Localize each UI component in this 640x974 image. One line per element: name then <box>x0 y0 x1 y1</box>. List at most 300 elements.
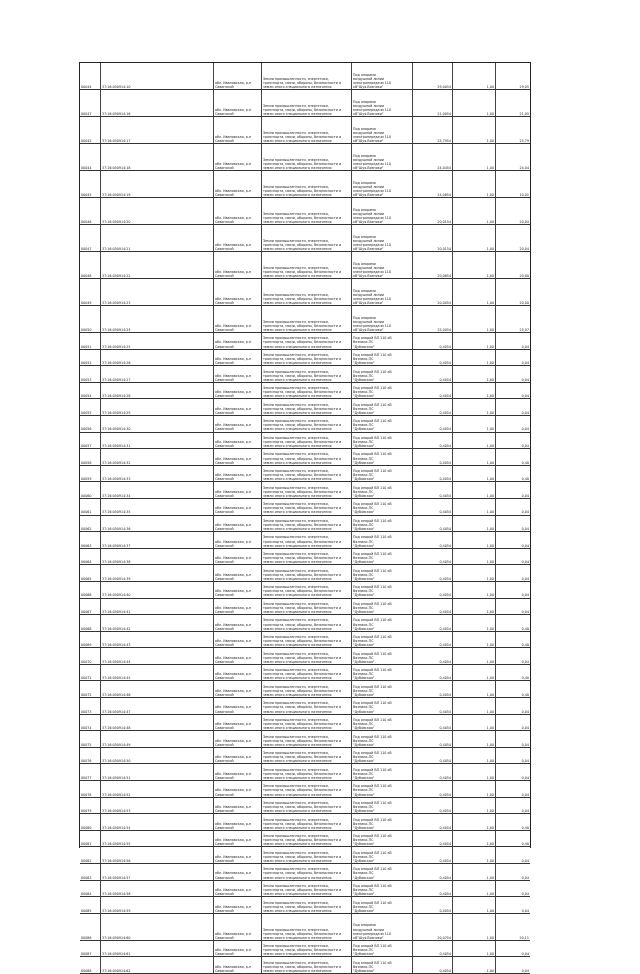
row-number-cell <box>80 731 101 747</box>
location-cell-text: обл. Ивановская, р-н Савинский <box>215 423 252 432</box>
permitted-use-cell <box>352 399 413 415</box>
area-cell <box>413 582 453 598</box>
area-cell <box>413 764 453 780</box>
table-row <box>80 366 530 383</box>
total-cell <box>496 499 530 515</box>
cadastral-number-cell <box>101 957 214 973</box>
permitted-use-cell-text: Под опорой ВЛ 110 кВ Вязники-ПС "Дубовская" <box>353 469 392 482</box>
total-cell <box>496 350 530 366</box>
location-cell <box>214 781 262 797</box>
row-number-cell-text: 00065 <box>81 576 92 581</box>
permitted-use-cell <box>352 449 413 465</box>
permitted-use-cell-text: Под опорой ВЛ 110 кВ Вязники-ПС "Дубовская" <box>353 817 392 830</box>
coefficient-cell <box>453 681 496 697</box>
cadastral-number-cell-text: 37:16:050914:34 <box>102 493 131 498</box>
location-cell-text: обл. Ивановская, р-н Савинский <box>215 904 252 913</box>
land-category-cell-text: Земли промышленности, энергетики, транспорта, связи, обороны, безопасности и земли иного специального назначения <box>263 734 342 747</box>
cadastral-number-cell-text: 37:16:050914:47 <box>102 709 131 714</box>
table-row <box>80 449 530 466</box>
coefficient-cell-text: 1,00 <box>486 759 494 764</box>
coefficient-cell <box>453 632 496 648</box>
location-cell <box>214 549 262 565</box>
total-cell <box>496 881 530 897</box>
row-number-cell <box>80 881 101 897</box>
cadastral-number-cell <box>101 831 214 847</box>
location-cell <box>214 306 262 332</box>
total-cell-text: 0,40 <box>521 460 529 465</box>
row-number-cell <box>80 532 101 548</box>
permitted-use-cell <box>352 482 413 498</box>
cadastral-number-cell <box>101 565 214 581</box>
cadastral-number-cell <box>101 117 214 143</box>
land-category-cell <box>262 549 352 565</box>
permitted-use-cell-text: Под опорами воздушной линии электропередачи 110 кВ"Шуя-Вязники" <box>353 261 392 278</box>
location-cell-text: обл. Ивановская, р-н Савинский <box>215 188 252 197</box>
area-cell <box>413 333 453 349</box>
cadastral-number-cell-text: 37:16:050914:20 <box>102 219 131 224</box>
permitted-use-cell <box>352 306 413 332</box>
row-number-cell-text: 00048 <box>81 273 92 278</box>
total-cell <box>496 279 530 305</box>
land-category-cell <box>262 433 352 449</box>
land-category-cell-text: Земли промышленности, энергетики, транспорта, связи, обороны, безопасности и земли иного специального назначения <box>263 76 342 89</box>
permitted-use-cell <box>352 350 413 366</box>
table-row <box>80 252 530 279</box>
permitted-use-cell-text: Под опорами воздушной линии электропередачи 110 кВ"Шуя-Вязники" <box>353 99 392 116</box>
coefficient-cell <box>453 831 496 847</box>
table-row <box>80 599 530 616</box>
coefficient-cell <box>453 399 496 415</box>
location-cell-text: обл. Ивановская, р-н Савинский <box>215 722 252 731</box>
coefficient-cell-text: 1,00 <box>486 84 494 89</box>
table-row <box>80 350 530 367</box>
location-cell <box>214 957 262 973</box>
permitted-use-cell-text: Под опорой ВЛ 110 кВ Вязники-ПС "Дубовская" <box>353 960 392 973</box>
coefficient-cell-text: 1,00 <box>486 300 494 305</box>
land-category-cell <box>262 333 352 349</box>
permitted-use-cell <box>352 632 413 648</box>
cadastral-number-cell <box>101 731 214 747</box>
coefficient-cell-text: 1,00 <box>486 493 494 498</box>
land-category-cell-text: Земли промышленности, энергетики, транспорта, связи, обороны, безопасности и земли иного специального назначения <box>263 601 342 614</box>
cadastral-number-cell <box>101 681 214 697</box>
location-cell <box>214 681 262 697</box>
cadastral-number-cell <box>101 482 214 498</box>
location-cell-text: обл. Ивановская, р-н Савинский <box>215 805 252 814</box>
total-cell <box>496 582 530 598</box>
land-category-cell-text: Земли промышленности, энергетики, транспорта, связи, обороны, безопасности и земли иного специального назначения <box>263 452 342 465</box>
cadastral-number-cell-text: 37:16:050914:51 <box>102 775 131 780</box>
cadastral-number-cell-text: 37:16:050914:35 <box>102 510 131 515</box>
land-category-cell <box>262 831 352 847</box>
cadastral-number-cell-text: 37:16:050914:16 <box>102 111 131 116</box>
land-category-cell <box>262 957 352 973</box>
total-cell <box>496 171 530 197</box>
total-cell <box>496 433 530 449</box>
location-cell-text: обл. Ивановская, р-н Савинский <box>215 323 252 332</box>
area-cell <box>413 549 453 565</box>
table-row <box>80 941 530 958</box>
table-row <box>80 615 530 632</box>
area-cell <box>413 252 453 278</box>
row-number-cell-text: 00061 <box>81 510 92 515</box>
total-cell <box>496 781 530 797</box>
land-category-cell <box>262 482 352 498</box>
total-cell <box>496 306 530 332</box>
row-number-cell-text: 00063 <box>81 543 92 548</box>
coefficient-cell <box>453 499 496 515</box>
table-row <box>80 482 530 499</box>
coefficient-cell-text: 1,00 <box>486 892 494 897</box>
cadastral-number-cell-text: 37:16:050914:36 <box>102 527 131 532</box>
permitted-use-cell-text: Под опорами воздушной линии электропередачи 110 кВ"Шуя-Вязники" <box>353 288 392 305</box>
location-cell-text: обл. Ивановская, р-н Савинский <box>215 738 252 747</box>
row-number-cell-text: 00059 <box>81 477 92 482</box>
table-row <box>80 399 530 416</box>
table-row <box>80 715 530 732</box>
cadastral-number-cell-text: 37:16:050914:22 <box>102 273 131 278</box>
land-category-cell-text: Земли промышленности, энергетики, транспорта, связи, обороны, безопасности и земли иного специального назначения <box>263 717 342 731</box>
area-cell-text: 20,0154 <box>437 219 451 224</box>
cadastral-number-cell-text: 37:16:050914:55 <box>102 842 131 847</box>
table-row <box>80 532 530 549</box>
row-number-cell <box>80 482 101 498</box>
row-number-cell <box>80 499 101 515</box>
permitted-use-cell <box>352 798 413 814</box>
area-cell <box>413 881 453 897</box>
total-cell <box>496 144 530 170</box>
table-row <box>80 881 530 898</box>
coefficient-cell <box>453 599 496 615</box>
land-category-cell-text: Земли промышленности, энергетики, транспорта, связи, обороны, безопасности и земли иного специального назначения <box>263 651 342 664</box>
coefficient-cell-text: 1,00 <box>486 111 494 116</box>
cadastral-number-cell <box>101 615 214 631</box>
area-cell-text: 20,0854 <box>437 273 451 278</box>
land-category-cell-text: Земли промышленности, энергетики, транспорта, связи, обороны, безопасности и земли иного специального назначения <box>263 751 342 764</box>
land-category-cell <box>262 731 352 747</box>
coefficient-cell-text: 1,00 <box>486 908 494 913</box>
row-number-cell-text: 00068 <box>81 626 92 631</box>
table-row <box>80 433 530 450</box>
permitted-use-cell-text: Под опорой ВЛ 110 кВ Вязники-ПС "Дубовская" <box>353 900 392 913</box>
total-cell-text: 0,04 <box>521 968 529 973</box>
row-number-cell <box>80 957 101 973</box>
total-cell <box>496 252 530 278</box>
row-number-cell <box>80 847 101 863</box>
row-number-cell-text: 00083 <box>81 875 92 880</box>
row-number-cell-text: 00077 <box>81 775 92 780</box>
area-cell <box>413 781 453 797</box>
total-cell-text: 0,04 <box>521 875 529 880</box>
permitted-use-cell <box>352 516 413 532</box>
location-cell <box>214 399 262 415</box>
cadastral-number-cell <box>101 225 214 251</box>
land-category-cell <box>262 144 352 170</box>
land-category-cell <box>262 198 352 224</box>
total-cell-text: 0,04 <box>521 908 529 913</box>
coefficient-cell-text: 1,00 <box>486 809 494 814</box>
area-cell <box>413 914 453 940</box>
permitted-use-cell <box>352 881 413 897</box>
total-cell-text: 0,40 <box>521 825 529 830</box>
permitted-use-cell-text: Под опорами воздушной линии электропередачи 110 кВ"Шуя-Вязники" <box>353 207 392 224</box>
area-cell <box>413 748 453 764</box>
row-number-cell-text: 00051 <box>81 344 92 349</box>
permitted-use-cell-text: Под опорой ВЛ 110 кВ Вязники-ПС "Дубовская" <box>353 386 392 399</box>
total-cell <box>496 731 530 747</box>
land-category-cell <box>262 814 352 830</box>
cadastral-number-cell <box>101 499 214 515</box>
land-category-cell <box>262 366 352 382</box>
location-cell <box>214 665 262 681</box>
row-number-cell <box>80 814 101 830</box>
coefficient-cell-text: 1,00 <box>486 935 494 940</box>
row-number-cell-text: 00069 <box>81 643 92 648</box>
total-cell-text: 0,04 <box>521 952 529 957</box>
area-cell-text: 0,4054 <box>439 493 451 498</box>
land-category-cell-text: Земли промышленности, энергетики, транспорта, связи, обороны, безопасности и земли иного специального назначения <box>263 867 342 880</box>
permitted-use-cell-text: Под опорой ВЛ 110 кВ Вязники-ПС "Дубовская" <box>353 402 392 415</box>
area-cell-text: 0,4054 <box>439 842 451 847</box>
coefficient-cell-text: 1,00 <box>486 626 494 631</box>
row-number-cell-text: 00084 <box>81 892 92 897</box>
table-row <box>80 516 530 533</box>
row-number-cell-text: 00044 <box>81 84 92 89</box>
total-cell-text: 20,04 <box>519 246 529 251</box>
area-cell-text: 0,4054 <box>439 460 451 465</box>
coefficient-cell-text: 1,00 <box>486 692 494 697</box>
permitted-use-cell-text: Под опорой ВЛ 110 кВ Вязники-ПС "Дубовская" <box>353 336 392 349</box>
area-cell <box>413 466 453 482</box>
location-cell-text: обл. Ивановская, р-н Савинский <box>215 589 252 598</box>
land-category-cell-text: Земли промышленности, энергетики, транспорта, связи, обороны, безопасности и земли иного специального назначения <box>263 386 342 399</box>
total-cell <box>496 532 530 548</box>
location-cell-text: обл. Ивановская, р-н Савинский <box>215 672 252 681</box>
land-category-cell-text: Земли промышленности, энергетики, транспорта, связи, обороны, безопасности и земли иного специального назначения <box>263 518 342 532</box>
cadastral-number-cell-text: 37:16:050914:41 <box>102 610 131 614</box>
location-cell <box>214 565 262 581</box>
location-cell-text: обл. Ивановская, р-н Савинский <box>215 456 252 465</box>
cadastral-number-cell-text: 37:16:050914:46 <box>102 692 131 697</box>
land-category-cell <box>262 941 352 957</box>
table-row <box>80 681 530 698</box>
row-number-cell-text: 00060 <box>81 493 92 498</box>
total-cell-text: 0,04 <box>521 593 529 598</box>
row-number-cell <box>80 798 101 814</box>
cadastral-number-cell <box>101 941 214 957</box>
land-category-cell <box>262 748 352 764</box>
coefficient-cell <box>453 516 496 532</box>
area-cell <box>413 350 453 366</box>
location-cell <box>214 416 262 432</box>
cadastral-number-cell-text: 37:16:050914:57 <box>102 875 131 880</box>
row-number-cell <box>80 366 101 382</box>
permitted-use-cell-text: Под опорой ВЛ 110 кВ Вязники-ПС "Дубовская" <box>353 701 392 714</box>
coefficient-cell-text: 1,00 <box>486 192 494 197</box>
coefficient-cell <box>453 565 496 581</box>
land-category-cell <box>262 63 352 89</box>
permitted-use-cell-text: Под опорой ВЛ 110 кВ Вязники-ПС "Дубовская" <box>353 352 392 366</box>
permitted-use-cell-text: Под опорами воздушной линии электропередачи 110 кВ"Шуя-Вязники" <box>353 234 392 251</box>
row-number-cell-text: 00086 <box>81 935 92 940</box>
cadastral-number-cell <box>101 881 214 897</box>
total-cell-text: 0,04 <box>521 759 529 764</box>
permitted-use-cell <box>352 615 413 631</box>
area-cell-text: 0,4054 <box>439 477 451 482</box>
location-cell <box>214 914 262 940</box>
land-category-cell-text: Земли промышленности, энергетики, транспорта, связи, обороны, безопасности и земли иного специального назначения <box>263 184 342 197</box>
permitted-use-cell <box>352 532 413 548</box>
cadastral-number-cell <box>101 532 214 548</box>
cadastral-number-cell <box>101 814 214 830</box>
area-cell <box>413 279 453 305</box>
cadastral-number-cell <box>101 665 214 681</box>
cadastral-number-cell <box>101 549 214 565</box>
cadastral-number-cell <box>101 252 214 278</box>
table-row <box>80 549 530 566</box>
area-cell <box>413 399 453 415</box>
location-cell-text: обл. Ивановская, р-н Савинский <box>215 340 252 349</box>
location-cell <box>214 632 262 648</box>
total-cell <box>496 764 530 780</box>
area-cell-text: 25,0054 <box>437 327 451 332</box>
coefficient-cell-text: 1,00 <box>486 543 494 548</box>
row-number-cell-text: 00082 <box>81 858 92 863</box>
cadastral-number-cell-text: 37:16:050914:29 <box>102 410 131 415</box>
total-cell <box>496 599 530 615</box>
location-cell-text: обл. Ивановская, р-н Савинский <box>215 439 252 449</box>
total-cell <box>496 798 530 814</box>
location-cell <box>214 433 262 449</box>
land-category-cell <box>262 681 352 697</box>
location-cell <box>214 881 262 897</box>
total-cell <box>496 665 530 681</box>
land-category-cell-text: Земли промышленности, энергетики, транспорта, связи, обороны, безопасности и земли иного специального назначения <box>263 900 342 913</box>
coefficient-cell <box>453 532 496 548</box>
cadastral-number-cell-text: 37:16:050914:43 <box>102 643 131 648</box>
total-cell-text: 0,40 <box>521 676 529 681</box>
coefficient-cell-text: 1,00 <box>486 875 494 880</box>
cadastral-number-cell <box>101 632 214 648</box>
land-category-cell <box>262 416 352 432</box>
row-number-cell-text: 00050 <box>81 327 92 332</box>
table-row <box>80 225 530 252</box>
permitted-use-cell <box>352 847 413 863</box>
coefficient-cell <box>453 449 496 465</box>
row-number-cell-text: 00087 <box>81 952 92 957</box>
permitted-use-cell <box>352 433 413 449</box>
permitted-use-cell <box>352 549 413 565</box>
land-category-cell-text: Земли промышленности, энергетики, транспорта, связи, обороны, безопасности и земли иного специального назначения <box>263 402 342 415</box>
area-cell <box>413 814 453 830</box>
table-row <box>80 279 530 306</box>
row-number-cell-text: 00088 <box>81 968 92 973</box>
table-row <box>80 333 530 350</box>
table-row <box>80 748 530 765</box>
land-category-cell <box>262 90 352 116</box>
coefficient-cell <box>453 171 496 197</box>
land-category-cell <box>262 864 352 880</box>
area-cell <box>413 225 453 251</box>
land-category-cell-text: Земли промышленности, энергетики, транспорта, связи, обороны, безопасности и земли иного специального назначения <box>263 502 342 515</box>
coefficient-cell <box>453 615 496 631</box>
location-cell-text: обл. Ивановская, р-н Савинский <box>215 622 252 631</box>
location-cell-text: обл. Ивановская, р-н Савинский <box>215 522 252 532</box>
land-category-cell-text: Земли промышленности, энергетики, транспорта, связи, обороны, безопасности и земли иного специального назначения <box>263 767 342 780</box>
coefficient-cell-text: 1,00 <box>486 775 494 780</box>
cadastral-number-cell-text: 37:16:050914:10 <box>102 84 131 89</box>
location-cell <box>214 466 262 482</box>
land-category-cell <box>262 466 352 482</box>
land-category-cell-text: Земли промышленности, энергетики, транспорта, связи, обороны, безопасности и земли иного специального назначения <box>263 157 342 170</box>
location-cell-text: обл. Ивановская, р-н Савинский <box>215 931 252 940</box>
total-cell <box>496 449 530 465</box>
permitted-use-cell <box>352 681 413 697</box>
land-category-cell-text: Земли промышленности, энергетики, транспорта, связи, обороны, безопасности и земли иного специального назначения <box>263 265 342 278</box>
land-category-cell <box>262 350 352 366</box>
location-cell-text: обл. Ивановская, р-н Савинский <box>215 473 252 482</box>
area-cell-text: 24,0854 <box>437 192 451 197</box>
area-cell <box>413 599 453 615</box>
permitted-use-cell-text: Под опорой ВЛ 110 кВ Вязники-ПС "Дубовская" <box>353 535 392 548</box>
coefficient-cell-text: 1,00 <box>486 742 494 747</box>
land-category-cell <box>262 582 352 598</box>
permitted-use-cell <box>352 383 413 399</box>
coefficient-cell-text: 1,00 <box>486 676 494 681</box>
location-cell <box>214 748 262 764</box>
total-cell-text: 0,04 <box>521 527 529 532</box>
area-cell <box>413 383 453 399</box>
area-cell <box>413 798 453 814</box>
land-category-cell <box>262 632 352 648</box>
location-cell <box>214 831 262 847</box>
area-cell <box>413 90 453 116</box>
land-category-cell-text: Земли промышленности, энергетики, транспорта, связи, обороны, безопасности и земли иного специального назначения <box>263 800 342 814</box>
table-row <box>80 798 530 815</box>
total-cell-text: 0,04 <box>521 394 529 399</box>
land-category-cell-text: Земли промышленности, энергетики, транспорта, связи, обороны, безопасности и земли иного специального назначения <box>263 211 342 224</box>
total-cell <box>496 941 530 957</box>
coefficient-cell <box>453 715 496 731</box>
land-category-cell-text: Земли промышленности, энергетики, транспорта, связи, обороны, безопасности и земли иного специального назначения <box>263 701 342 714</box>
coefficient-cell-text: 1,00 <box>486 593 494 598</box>
permitted-use-cell-text: Под опорой ВЛ 110 кВ Вязники-ПС "Дубовская" <box>353 850 392 863</box>
land-category-cell <box>262 516 352 532</box>
cadastral-number-cell-text: 37:16:050914:18 <box>102 165 131 170</box>
coefficient-cell <box>453 698 496 714</box>
land-category-cell-text: Земли промышленности, энергетики, транспорта, связи, обороны, безопасности и земли иного специального назначения <box>263 535 342 548</box>
total-cell-text: 0,40 <box>521 692 529 697</box>
permitted-use-cell-text: Под опорами воздушной линии электропередачи 110 кВ"Шуя-Вязники" <box>353 315 392 332</box>
total-cell-text: 0,04 <box>521 560 529 565</box>
permitted-use-cell <box>352 198 413 224</box>
area-cell <box>413 366 453 382</box>
location-cell-text: обл. Ивановская, р-н Савинский <box>215 357 252 366</box>
land-category-cell-text: Земли промышленности, энергетики, транспорта, связи, обороны, безопасности и земли иного специального назначения <box>263 568 342 581</box>
cadastral-number-cell-text: 37:16:050914:39 <box>102 576 131 581</box>
location-cell <box>214 499 262 515</box>
location-cell-text: обл. Ивановская, р-н Савинский <box>215 215 252 224</box>
row-number-cell <box>80 63 101 89</box>
row-number-cell <box>80 632 101 648</box>
total-cell-text: 0,04 <box>521 344 529 349</box>
coefficient-cell <box>453 748 496 764</box>
total-cell <box>496 565 530 581</box>
row-number-cell <box>80 565 101 581</box>
table-row <box>80 117 530 144</box>
total-cell <box>496 399 530 415</box>
permitted-use-cell-text: Под опорой ВЛ 110 кВ Вязники-ПС "Дубовская" <box>353 585 392 598</box>
